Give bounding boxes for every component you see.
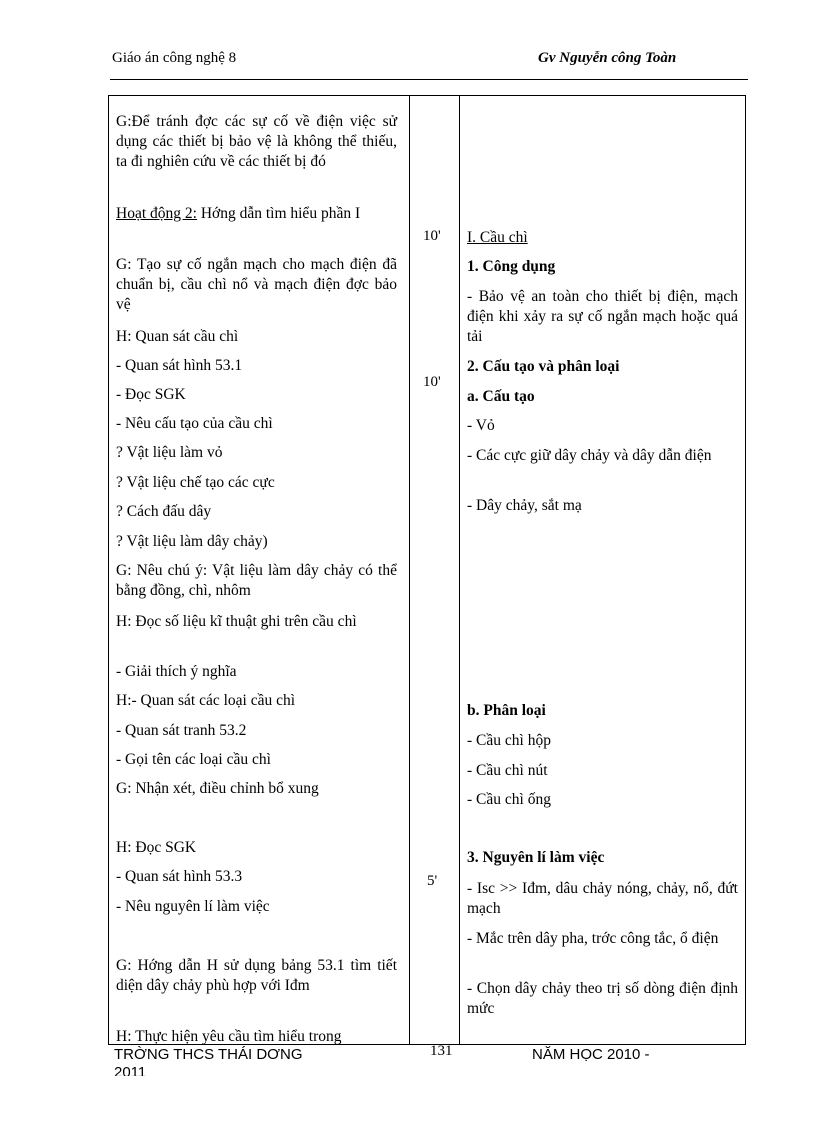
left-line: ? Vật liệu làm vỏ (116, 444, 223, 461)
heading-structure: 2. Cấu tạo và phân loại (467, 358, 620, 375)
left-line: - Giải thích ý nghĩa (116, 663, 237, 680)
left-line: - Gọi tên các loại cầu chì (116, 751, 271, 768)
left-line: H: Thực hiện yêu cầu tìm hiểu trong (116, 1028, 342, 1045)
table-divider-1 (409, 95, 410, 1045)
left-line: - Đọc SGK (116, 386, 186, 403)
right-line: - Các cực giữ dây chảy và dây dẫn điện (467, 447, 712, 464)
heading-types: b. Phân loại (467, 702, 546, 719)
right-line: - Cầu chì hộp (467, 732, 551, 749)
header-teacher: Gv Nguyễn công Toàn (538, 50, 677, 66)
activity-2-desc: Hớng dẫn tìm hiểu phần I (196, 205, 361, 222)
teacher-intro: G:Để tránh đợc các sự cố về điện việc sử dụng các thiết bị bảo vệ là không thể thiếu, ta đi nghiên cứu về các thiết bị đó (116, 113, 397, 170)
left-line: ? Vật liệu làm dây chảy) (116, 533, 268, 550)
heading-principle: 3. Nguyên lí làm việc (467, 849, 605, 866)
table-divider-2 (459, 95, 460, 1045)
activity-2-label: Hoạt động 2: (116, 205, 197, 222)
footer-school-cont: 2011 (114, 1064, 147, 1076)
footer-year: NĂM HỌC 2010 - (532, 1046, 650, 1063)
left-line: G: Nhận xét, điều chỉnh bổ xung (116, 780, 319, 797)
time-3: 5' (427, 873, 438, 889)
left-line: - Quan sát hình 53.3 (116, 868, 243, 885)
footer-page-number: 131 (430, 1043, 453, 1059)
time-1: 10' (423, 228, 441, 244)
section-title: I. Cầu chì (467, 229, 528, 246)
left-line: H:- Quan sát các loại cầu chì (116, 692, 296, 709)
teacher-note: G: Nêu chú ý: Vật liệu làm dây chảy có thể bằng đồng, chì, nhôm (116, 562, 397, 599)
heading-structure-a: a. Cấu tạo (467, 388, 535, 405)
left-line: ? Cách đấu dây (116, 503, 212, 520)
teacher-guide: G: Hớng dẫn H sử dụng bảng 53.1 tìm tiết diện dây chảy phù hợp với Iđm (116, 957, 397, 994)
left-line: ? Vật liệu chế tạo các cực (116, 474, 275, 491)
right-line: - Cầu chì ống (467, 791, 551, 808)
left-line: - Quan sát tranh 53.2 (116, 722, 247, 739)
right-line: - Chọn dây chảy theo trị số dòng điện định mức (467, 980, 738, 1017)
left-line: - Nêu cấu tạo của cầu chì (116, 415, 273, 432)
left-line: H: Đọc SGK (116, 839, 197, 856)
left-line: - Quan sát hình 53.1 (116, 357, 243, 374)
left-line: - Nêu nguyên lí làm việc (116, 898, 270, 915)
right-line: - Vỏ (467, 417, 495, 434)
left-line: H: Quan sát cầu chì (116, 328, 239, 345)
activity-2-heading (116, 204, 397, 224)
heading-usage: 1. Công dụng (467, 258, 556, 275)
right-line: - Isc >> Iđm, dâu chảy nóng, chảy, nổ, đứt mạch (467, 880, 738, 917)
header-subject: Giáo án công nghệ 8 (112, 50, 237, 66)
right-line: - Dây chảy, sắt mạ (467, 497, 582, 514)
footer-school: TRỜNG THCS THÁI DƠNG (114, 1046, 303, 1063)
right-line: - Cầu chì nút (467, 762, 548, 779)
teacher-demo: G: Tạo sự cố ngắn mạch cho mạch điện đã chuẩn bị, cầu chì nổ và mạch điện đợc bảo vệ (116, 256, 397, 313)
left-line: H: Đọc số liệu kĩ thuật ghi trên cầu chì (116, 613, 357, 630)
right-line: - Mắc trên dây pha, trớc công tắc, ổ điện (467, 930, 719, 947)
header-divider (110, 79, 748, 80)
right-line: - Bảo vệ an toàn cho thiết bị điện, mạch điện khi xảy ra sự cố ngắn mạch hoặc quá tải (467, 288, 738, 345)
time-2: 10' (423, 374, 441, 390)
